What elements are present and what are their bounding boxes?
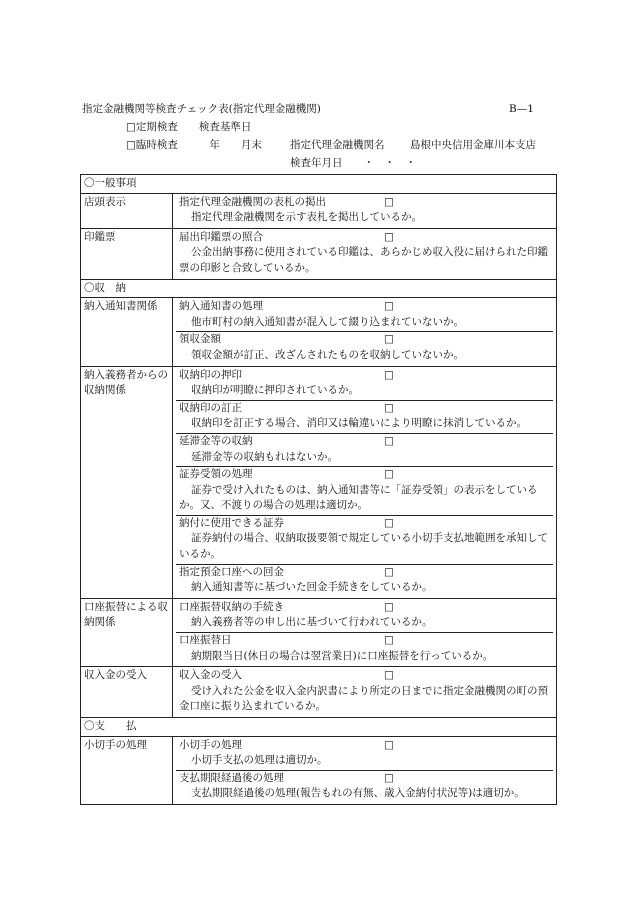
check-item: [176, 299, 553, 332]
check-item-title: 納付に使用できる証券: [179, 516, 284, 529]
check-box[interactable]: □: [384, 468, 394, 481]
category-row: [81, 667, 557, 718]
check-item-title: 証券受領の処理: [179, 468, 253, 481]
check-box[interactable]: □: [384, 368, 394, 381]
check-item-title: 指定預金口座への回金: [179, 565, 284, 578]
section-row: [81, 279, 557, 298]
check-items: [173, 193, 557, 228]
check-item-title-row: [179, 565, 550, 581]
check-item-description: 証券納付の場合、収納取扱要領で規定している小切手支払地範囲を承知しているか。: [179, 532, 548, 561]
check-item: [176, 565, 553, 597]
check-item-title: 領収金額: [179, 333, 221, 346]
check-item-title-row: [179, 668, 550, 684]
irregular-inspection-line: □臨時検査 年 月末: [126, 139, 262, 151]
check-item-description: 納入通知書等に基づいた回金手続きをしているか。: [191, 581, 433, 594]
check-item-description: 納入義務者等の申し出に基づいて行われているか。: [191, 616, 433, 629]
check-items: [173, 228, 557, 279]
check-item: [176, 771, 553, 803]
check-item: [176, 600, 553, 633]
agent-label: 指定代理金融機関名: [290, 139, 385, 151]
check-item: [176, 467, 553, 516]
check-item-title: 口座振替日: [179, 634, 232, 647]
check-box[interactable]: □: [384, 300, 394, 313]
section-row: [81, 175, 557, 194]
check-box[interactable]: □: [384, 634, 394, 647]
check-item-title: 収納印の訂正: [179, 401, 242, 414]
check-item-title-row: [179, 738, 550, 754]
category-label: 納入通知書関係: [81, 298, 173, 366]
check-box[interactable]: □: [384, 738, 394, 751]
check-box[interactable]: □: [384, 600, 394, 613]
check-item-title: 指定代理金融機関の表札の掲出: [179, 195, 326, 208]
check-item-title-row: [179, 771, 550, 787]
regular-inspection-line: □定期検査 検査基準日: [126, 121, 252, 133]
check-items: [173, 598, 557, 666]
check-item-description: 支払期限経過後の処理(報告もれの有無、歳入金納付状況等)は適切か。: [191, 787, 525, 800]
check-item-title-row: [179, 467, 550, 483]
check-item-title-row: [179, 230, 550, 246]
check-item-description: 指定代理金融機関を示す表札を掲出しているか。: [191, 211, 422, 224]
category-row: [81, 366, 557, 598]
check-item-title: 口座振替収納の手続き: [179, 600, 284, 613]
category-label: 収入金の受入: [81, 667, 173, 718]
category-label: 小切手の処理: [81, 736, 173, 804]
section-heading: 〇支 払: [81, 718, 557, 737]
check-items: [173, 298, 557, 366]
check-item-description: 収納印を訂正する場合、消印又は輪違いにより明瞭に抹消しているか。: [191, 417, 527, 430]
check-item: [176, 230, 553, 278]
check-item-title-row: [179, 633, 550, 649]
check-item-title: 納入通知書の処理: [179, 300, 263, 313]
category-row: [81, 228, 557, 279]
check-item-title: 届出印鑑票の照合: [179, 230, 263, 243]
check-item-description: 納期限当日(休日の場合は翌営業日)に口座振替を行っているか。: [191, 649, 494, 662]
form-code: B—1: [509, 103, 534, 115]
check-item-title-row: [179, 516, 550, 532]
category-label: 口座振替による収納関係: [81, 598, 173, 666]
check-item: [176, 368, 553, 401]
check-item: [176, 668, 553, 716]
check-box[interactable]: □: [384, 669, 394, 682]
check-box[interactable]: □: [384, 333, 394, 346]
category-label: 店頭表示: [81, 193, 173, 228]
check-box[interactable]: □: [384, 401, 394, 414]
section-row: [81, 718, 557, 737]
check-item-title: 延滞金等の収納: [179, 434, 253, 447]
check-box[interactable]: □: [384, 434, 394, 447]
check-box[interactable]: □: [384, 565, 394, 578]
check-item-title-row: [179, 401, 550, 417]
check-item: [176, 738, 553, 771]
form-title: 指定金融機関等検査チェック表(指定代理金融機関): [82, 103, 321, 115]
check-item: [176, 401, 553, 434]
category-row: [81, 193, 557, 228]
check-item-title: 小切手の処理: [179, 738, 242, 751]
check-item: [176, 516, 553, 565]
category-row: [81, 736, 557, 804]
check-box[interactable]: □: [384, 230, 394, 243]
check-item-description: 他市町村の納入通知書が混入して綴り込まれていないか。: [191, 315, 464, 328]
checklist-table: [80, 174, 557, 805]
agent-name: 島根中央信用金庫川本支店: [410, 139, 536, 151]
check-item-description: 延滞金等の収納もれはないか。: [191, 450, 338, 463]
check-item-title: 支払期限経過後の処理: [179, 771, 284, 784]
check-item: [176, 633, 553, 665]
check-items: [173, 667, 557, 718]
category-label: 納入義務者からの収納関係: [81, 366, 173, 598]
check-item: [176, 195, 553, 227]
category-label: 印鑑票: [81, 228, 173, 279]
check-item-title-row: [179, 299, 550, 315]
category-row: [81, 298, 557, 366]
check-item: [176, 434, 553, 467]
inspection-date-line: 検査年月日 ・ ・ ・: [290, 157, 416, 169]
check-item-description: 証券で受け入れたものは、納入通知書等に「証券受領」の表示をしているか。又、不渡りの場合の処理は適切か。: [179, 483, 538, 512]
check-item-title-row: [179, 368, 550, 384]
check-item-description: 公金出納事務に使用されている印鑑は、あらかじめ収入役に届けられた印鑑票の印影と合致しているか。: [179, 246, 548, 274]
check-item-description: 受け入れた公金を収入金内訳書により所定の日までに指定金融機関の町の預金口座に振り込まれているか。: [179, 684, 548, 713]
category-row: [81, 598, 557, 666]
check-item-title-row: [179, 434, 550, 450]
check-item-title-row: [179, 195, 550, 211]
check-box[interactable]: □: [384, 771, 394, 784]
check-item-title: 収納印の押印: [179, 368, 242, 381]
check-item-description: 領収金額が訂正、改ざんされたものを収納していないか。: [191, 348, 464, 361]
check-items: [173, 366, 557, 598]
check-box[interactable]: □: [384, 195, 394, 208]
check-item: [176, 332, 553, 364]
check-item-description: 収納印が明瞭に押印されているか。: [191, 384, 359, 397]
check-item-description: 小切手支払の処理は適切か。: [191, 754, 328, 767]
check-item-title-row: [179, 332, 550, 348]
check-items: [173, 736, 557, 804]
check-item-title: 収入金の受入: [179, 669, 242, 682]
check-item-title-row: [179, 600, 550, 616]
check-box[interactable]: □: [384, 516, 394, 529]
section-heading: 〇収 納: [81, 279, 557, 298]
section-heading: 〇一般事項: [81, 175, 557, 194]
